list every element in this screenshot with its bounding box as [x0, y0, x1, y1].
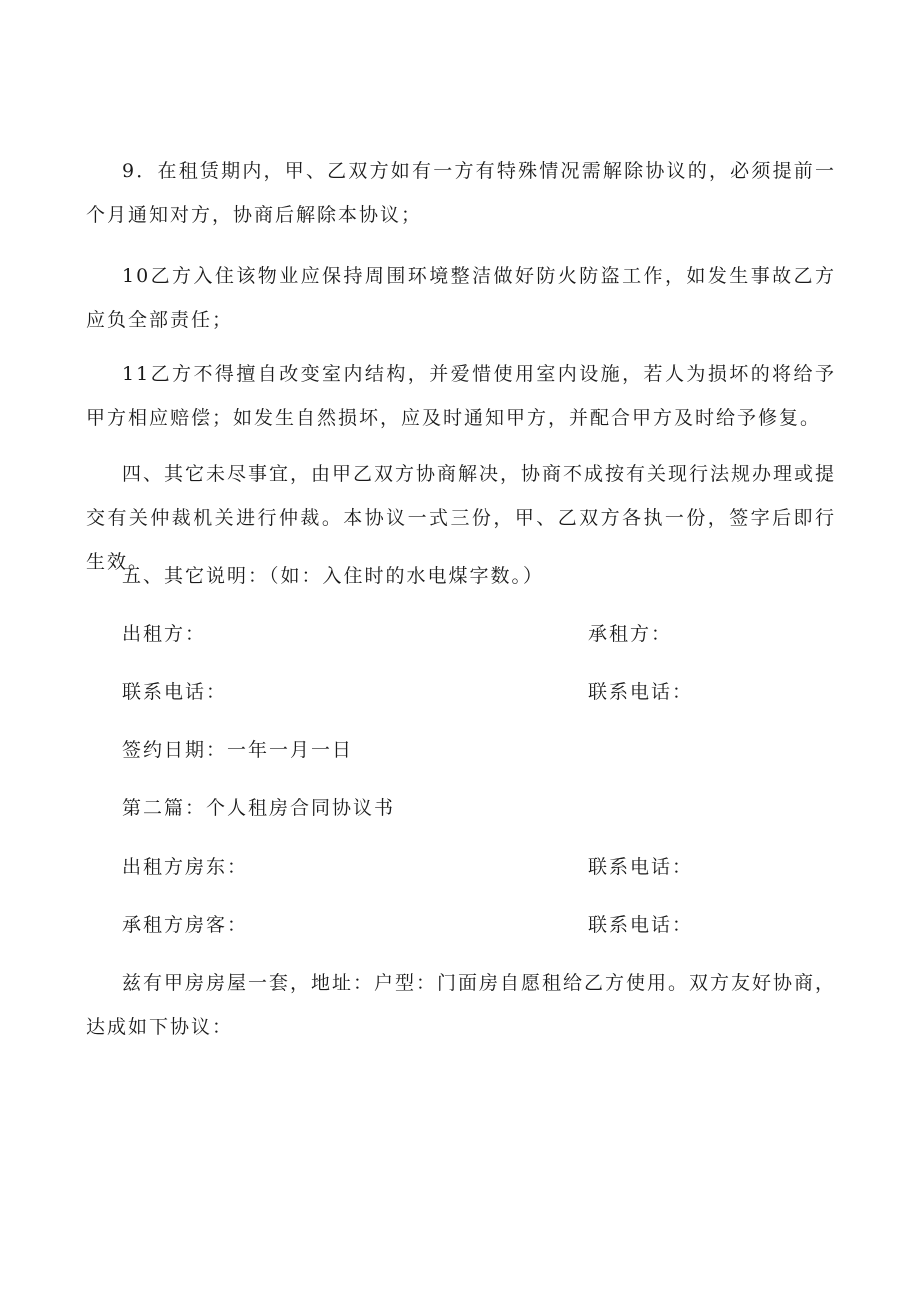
section-four-paragraph: 四、其它未尽事宜，由甲乙双方协商解决，协商不成按有关现行法规办理或提交有关仲裁机关进行仲裁。本协议一式三份，甲、乙双方各执一份，签字后即行生效。 [86, 463, 837, 573]
sign-date-line: 签约日期：一年一月一日 [122, 739, 354, 761]
clause-9-paragraph: 9．在租赁期内，甲、乙双方如有一方有特殊情况需解除协议的，必须提前一个月通知对方，协商后解除本协议； [86, 160, 836, 226]
lessee-phone-label: 联系电话： [588, 681, 694, 703]
clause-11-paragraph: 11乙方不得擅自改变室内结构，并爱惜使用室内设施，若人为损坏的将给予甲方相应赔偿；如发生自然损坏，应及时通知甲方，并配合甲方及时给予修复。 [86, 363, 836, 429]
lessor-phone-label: 联系电话： [122, 681, 228, 703]
part-two-title: 第二篇：个人租房合同协议书 [122, 797, 396, 819]
agreement-intro-paragraph: 兹有甲房房屋一套，地址：户型：门面房自愿租给乙方使用。双方友好协商，达成如下协议： [86, 972, 837, 1038]
lessee-label: 承租方： [588, 623, 673, 645]
tenant-label: 承租方房客： [122, 914, 249, 936]
lessor-label: 出租方： [122, 623, 207, 645]
landlord-label: 出租方房东： [122, 856, 249, 878]
landlord-phone-label: 联系电话： [588, 856, 694, 878]
tenant-phone-label: 联系电话： [588, 914, 694, 936]
section-five-line: 五、其它说明：（如：入住时的水电煤字数。） [122, 565, 545, 587]
clause-10-paragraph: 10乙方入住该物业应保持周围环境整洁做好防火防盗工作，如发生事故乙方应负全部责任； [86, 265, 836, 331]
